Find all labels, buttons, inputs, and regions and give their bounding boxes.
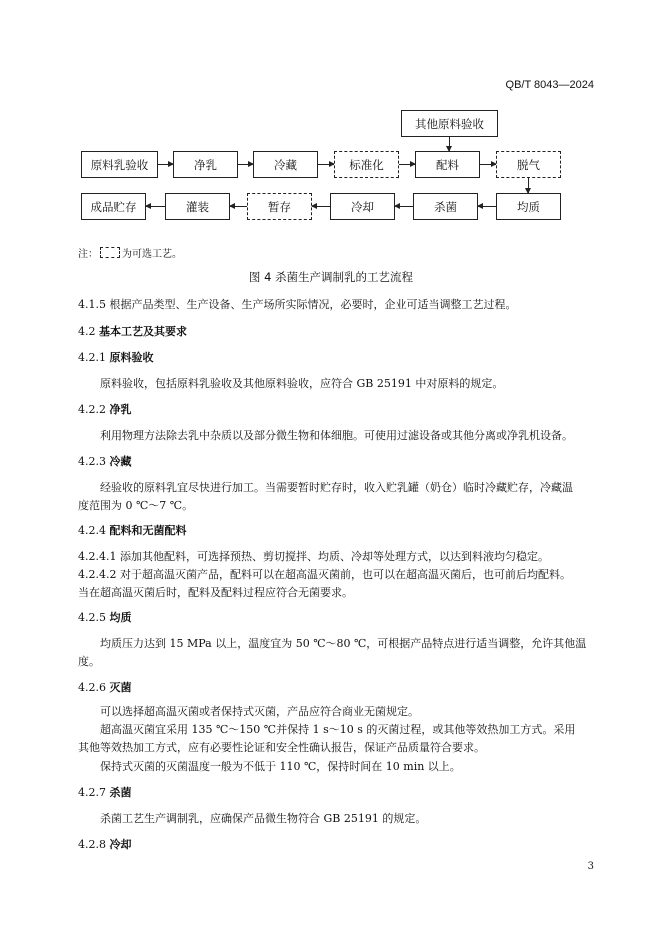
heading-4-2-3: [78, 453, 132, 469]
heading-4-2: [78, 323, 187, 339]
heading-title: 冷却: [109, 838, 132, 851]
figure-caption: 图 4 杀菌生产调制乳的工艺流程: [248, 270, 414, 284]
heading-title: 灭菌: [109, 681, 132, 694]
clause-4-2-4-2-line1: 4.2.4.2 对于超高温灭菌产品，配料可以在超高温灭菌前，也可以在超高温灭菌后，也可前后均配料。: [78, 568, 571, 581]
heading-number: 4.2.4: [78, 524, 106, 537]
para-4-2-6-line4: 保持式灭菌的灭菌温度一般为不低于 110 ℃，保持时间在 10 min 以上。: [100, 760, 461, 773]
flow-box-batching: 配料: [415, 151, 480, 178]
heading-number: 4.2.7: [78, 786, 106, 799]
flow-box-standardize: 标准化: [334, 151, 399, 178]
para-4-2-3-line1: 经验收的原料乳宜尽快进行加工。当需要暂时贮存时，收入贮乳罐（奶仓）临时冷藏贮存，冷藏温: [100, 481, 573, 494]
flow-arrow-down: [449, 137, 450, 151]
page-number: 3: [587, 861, 594, 872]
heading-number: 4.2.3: [78, 455, 106, 468]
flow-box-clarify: 净乳: [173, 151, 238, 178]
heading-4-2-5: [78, 609, 132, 625]
flow-arrow: [478, 206, 496, 207]
para-4-2-2: 利用物理方法除去乳中杂质以及部分微生物和体细胞。可使用过滤设备或其他分离或净乳机设备。: [100, 429, 573, 442]
dashed-box-legend-icon: [100, 247, 120, 258]
para-4-2-6-line2: 超高温灭菌宜采用 135 ℃～150 ℃并保持 1 s～10 s 的灭菌过程，或其他等效热加工方式。采用: [100, 723, 576, 736]
flow-arrow: [146, 206, 165, 207]
heading-number: 4.2.5: [78, 611, 106, 624]
clause-4-2-4-2-line2: 当在超高温灭菌后时，配料及配料过程应符合无菌要求。: [78, 586, 353, 599]
flow-box-finished-storage: 成品贮存: [81, 193, 146, 220]
para-4-2-6-line3: 其他等效热加工方式，应有必要性论证和安全性确认报告，保证产品质量符合要求。: [78, 741, 485, 754]
heading-title: 冷藏: [109, 455, 132, 468]
flow-arrow: [238, 164, 253, 165]
figure-note: [78, 245, 182, 260]
flow-arrow: [312, 206, 330, 207]
heading-4-2-2: [78, 401, 132, 417]
flow-arrow: [480, 164, 496, 165]
heading-number: 4.2.6: [78, 681, 106, 694]
para-4-2-5-line1: 均质压力达到 15 MPa 以上，温度宜为 50 ℃～80 ℃，可根据产品特点进行适当调整，允许其他温: [100, 637, 587, 650]
flow-box-sterilize: 杀菌: [413, 193, 478, 220]
para-4-2-3-line2: 度范围为 0 ℃～7 ℃。: [78, 499, 194, 512]
heading-title: 净乳: [109, 403, 132, 416]
flow-box-raw-milk: 原料乳验收: [81, 151, 158, 178]
note-suffix: 为可选工艺。: [122, 249, 182, 260]
flow-box-degas: 脱气: [496, 151, 561, 178]
heading-4-2-4: [78, 522, 187, 538]
flow-arrow-down: [528, 178, 529, 193]
flow-arrow: [395, 206, 413, 207]
flow-arrow: [318, 164, 334, 165]
flow-box-cold-storage: 冷藏: [253, 151, 318, 178]
heading-number: 4.2.2: [78, 403, 106, 416]
heading-number: 4.2.1: [78, 351, 106, 364]
heading-number: 4.2: [78, 325, 96, 338]
para-4-2-5-line2: 度。: [78, 655, 100, 668]
flow-box-other-materials: 其他原料验收: [401, 110, 498, 137]
clause-4-1-5: 4.1.5 根据产品类型、生产设备、生产场所实际情况，必要时，企业可适当调整工艺过程。: [78, 298, 517, 311]
flow-box-homogenize: 均质: [496, 193, 561, 220]
flow-arrow: [158, 164, 173, 165]
flow-box-cooling: 冷却: [330, 193, 395, 220]
heading-4-2-7: [78, 784, 132, 800]
heading-4-2-8: [78, 836, 132, 852]
flow-box-temp-storage: 暂存: [247, 193, 312, 220]
heading-title: 基本工艺及其要求: [99, 325, 187, 338]
flow-box-filling: 灌装: [165, 193, 230, 220]
heading-4-2-1: [78, 349, 154, 365]
para-4-2-7: 杀菌工艺生产调制乳，应确保产品微生物符合 GB 25191 的规定。: [100, 812, 427, 825]
flow-arrow: [230, 206, 247, 207]
heading-number: 4.2.8: [78, 838, 106, 851]
heading-4-2-6: [78, 679, 132, 695]
flow-arrow: [399, 164, 415, 165]
para-4-2-6-line1: 可以选择超高温灭菌或者保持式灭菌，产品应符合商业无菌规定。: [100, 705, 419, 718]
note-prefix: 注：: [78, 249, 98, 260]
standard-code: QB/T 8043—2024: [505, 79, 594, 91]
clause-4-2-4-1: 4.2.4.1 添加其他配料，可选择预热、剪切搅拌、均质、冷却等处理方式，以达到料液均匀稳定。: [78, 550, 549, 563]
heading-title: 原料验收: [109, 351, 154, 364]
heading-title: 配料和无菌配料: [109, 524, 187, 537]
heading-title: 均质: [109, 611, 132, 624]
heading-title: 杀菌: [109, 786, 132, 799]
para-4-2-1: 原料验收，包括原料乳验收及其他原料验收，应符合 GB 25191 中对原料的规定。: [100, 377, 504, 390]
